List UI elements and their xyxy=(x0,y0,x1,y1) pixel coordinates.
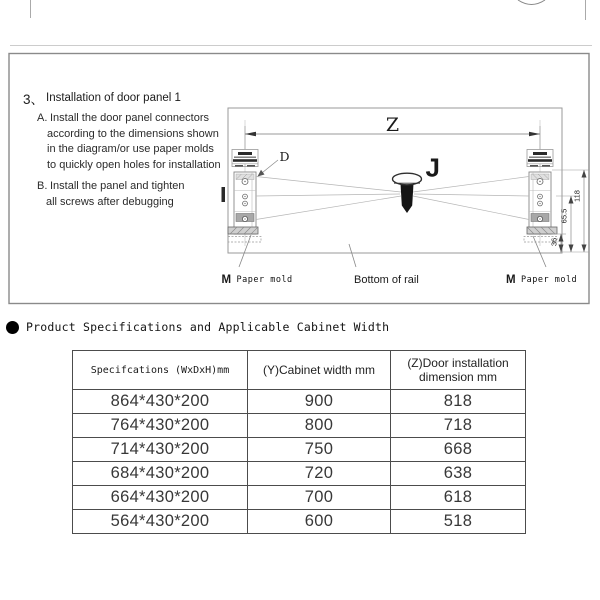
col-header-door-line1: (Z)Door installation xyxy=(407,355,509,370)
paper-mold-right-marker: M xyxy=(506,274,516,286)
dim-36-label: 36 xyxy=(549,237,559,247)
paper-mold-left-label: Paper mold xyxy=(236,275,293,285)
section-border-box xyxy=(9,54,589,304)
alignment-lines xyxy=(256,177,529,220)
bottom-callouts xyxy=(222,235,578,286)
bottom-of-rail-label: Bottom of rail xyxy=(354,274,419,286)
step-b-line2: all screws after debugging xyxy=(46,196,174,208)
cell-cabinet-width: 800 xyxy=(248,414,391,438)
table-row xyxy=(73,486,526,510)
dim-65-5-label: 65.5 xyxy=(559,208,569,224)
z-dimension-label: Z xyxy=(385,114,400,136)
step-a-line4: to quickly open holes for installation xyxy=(47,158,221,171)
spec-section-heading xyxy=(6,320,389,334)
connector-right xyxy=(524,120,557,246)
connector-callout xyxy=(258,149,290,177)
table-row xyxy=(73,510,526,534)
cell-cabinet-width: 750 xyxy=(248,438,391,462)
cell-door-dimension: 718 xyxy=(391,414,526,438)
cell-spec: 564*430*200 xyxy=(73,510,248,534)
screw-icon xyxy=(393,173,422,213)
spec-heading-text: Product Specifications and Applicable Cabinet Width xyxy=(26,320,390,334)
step-a-label: A. xyxy=(37,112,48,124)
cell-door-dimension: 618 xyxy=(391,486,526,510)
cell-door-dimension: 518 xyxy=(391,510,526,534)
cell-spec: 664*430*200 xyxy=(73,486,248,510)
page-edge-fragments xyxy=(10,0,592,46)
cell-spec: 714*430*200 xyxy=(73,438,248,462)
right-dimensions xyxy=(550,170,590,252)
paper-mold-right-label: Paper mold xyxy=(521,275,578,285)
screw-label: J xyxy=(425,152,440,183)
paper-mold-left-marker: M xyxy=(221,274,232,286)
cell-spec: 684*430*200 xyxy=(73,462,248,486)
cell-spec: 864*430*200 xyxy=(73,390,248,414)
cell-cabinet-width: 720 xyxy=(248,462,391,486)
z-dimension xyxy=(245,114,540,149)
col-header-door-installation xyxy=(391,351,526,390)
col-header-cabinet-width: (Y)Cabinet width mm xyxy=(248,351,391,390)
cell-door-dimension: 638 xyxy=(391,462,526,486)
step-a-line3: in the diagram/or use paper molds xyxy=(47,143,214,155)
cell-cabinet-width: 900 xyxy=(248,390,391,414)
left-edge-tick xyxy=(222,187,226,202)
cell-cabinet-width: 600 xyxy=(248,510,391,534)
bullet-icon xyxy=(6,321,19,334)
connector-left xyxy=(228,120,261,246)
table-row xyxy=(73,438,526,462)
section-title: Installation of door panel 1 xyxy=(46,92,181,104)
col-header-specifications: Specifcations (WxDxH)mm xyxy=(73,351,248,390)
cell-door-dimension: 668 xyxy=(391,438,526,462)
table-row xyxy=(73,462,526,486)
table-header-row xyxy=(73,351,526,390)
step-b-line1: Install the panel and tighten xyxy=(50,180,185,192)
table-row xyxy=(73,414,526,438)
col-header-door-line2: dimension mm xyxy=(418,370,498,384)
table-row xyxy=(73,390,526,414)
step-a-line2: according to the dimensions shown xyxy=(47,127,219,140)
cell-cabinet-width: 700 xyxy=(248,486,391,510)
step-a-line1: Install the door panel connectors xyxy=(50,112,209,124)
step-b-label: B. xyxy=(37,180,48,192)
connector-label: D xyxy=(279,149,290,164)
cell-spec: 764*430*200 xyxy=(73,414,248,438)
dim-118-label: 118 xyxy=(572,190,582,202)
spec-table xyxy=(72,350,526,534)
section-number: 3、 xyxy=(23,92,45,107)
cell-door-dimension: 818 xyxy=(391,390,526,414)
